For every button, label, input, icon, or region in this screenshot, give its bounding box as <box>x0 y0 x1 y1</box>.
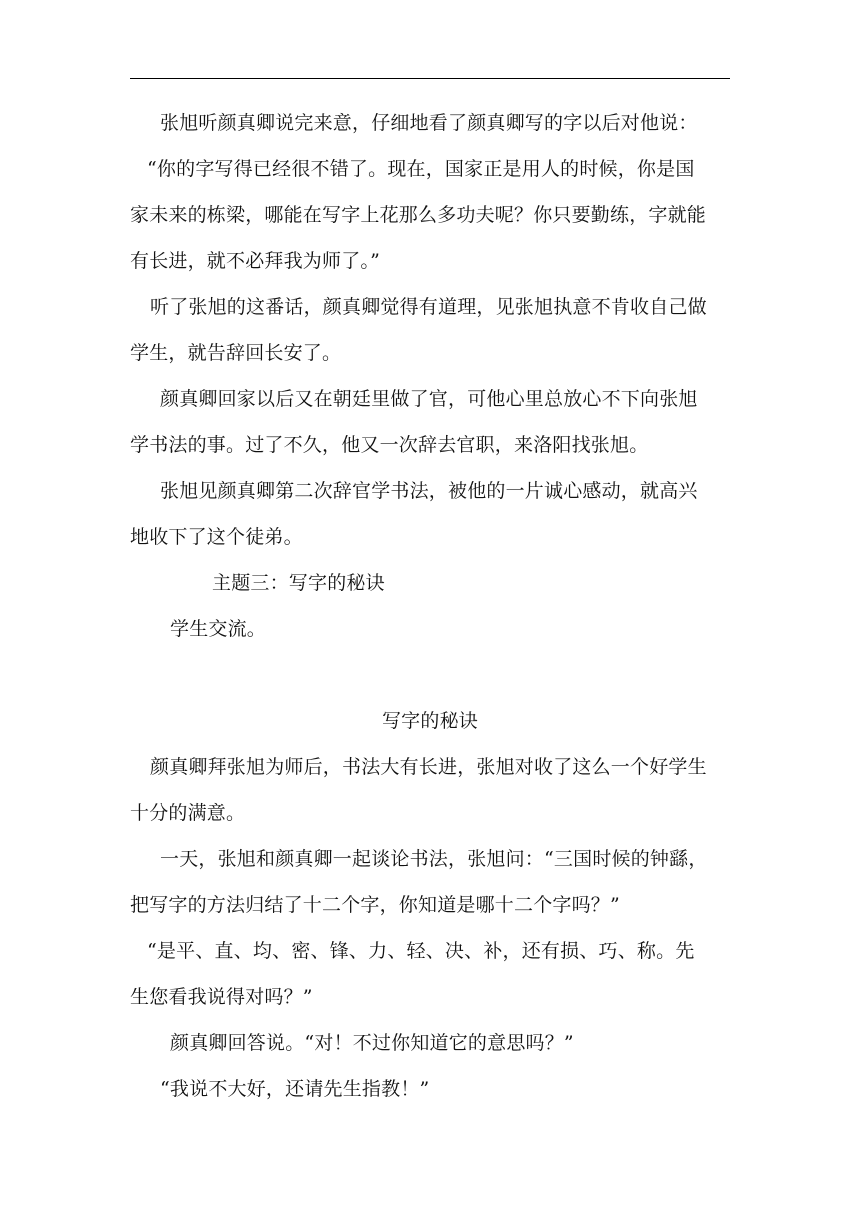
paragraph-line: “是平、直、均、密、锋、力、轻、决、补，还有损、巧、称。先 <box>147 940 695 962</box>
paragraph-line: 生您看我说得对吗？” <box>130 986 313 1008</box>
paragraph-line: “我说不大好，还请先生指教！” <box>160 1078 430 1100</box>
paragraph-line: 十分的满意。 <box>130 802 246 824</box>
paragraph-line: 一天，张旭和颜真卿一起谈论书法，张旭问：“三国时候的钟繇， <box>160 848 708 870</box>
story-title: 写字的秘诀 <box>381 710 478 732</box>
paragraph-line: 张旭见颜真卿第二次辞官学书法，被他的一片诚心感动，就高兴 <box>160 480 698 502</box>
paragraph-line: “你的字写得已经很不错了。现在，国家正是用人的时候，你是国 <box>147 158 695 180</box>
paragraph-line: 学书法的事。过了不久，他又一次辞去官职，来洛阳找张旭。 <box>130 434 649 456</box>
paragraph-line: 有长进，就不必拜我为师了。” <box>130 250 381 272</box>
paragraph-line: 张旭听颜真卿说完来意，仔细地看了颜真卿写的字以后对他说： <box>160 112 698 134</box>
section-heading: 主题三：写字的秘诀 <box>212 572 385 594</box>
paragraph-line: 把写字的方法归结了十二个字，你知道是哪十二个字吗？” <box>130 894 620 916</box>
paragraph-line: 听了张旭的这番话，颜真卿觉得有道理，见张旭执意不肯收自己做 <box>150 296 707 318</box>
paragraph-line: 学生，就告辞回长安了。 <box>130 342 342 364</box>
paragraph-line: 家未来的栋梁，哪能在写字上花那么多功夫呢？你只要勤练，字就能 <box>130 204 707 226</box>
paragraph-line: 地收下了这个徒弟。 <box>130 526 303 548</box>
paragraph-line: 颜真卿回家以后又在朝廷里做了官，可他心里总放心不下向张旭 <box>160 388 698 410</box>
header-rule <box>130 78 730 79</box>
blank-line <box>130 652 730 698</box>
paragraph-line: 颜真卿拜张旭为师后，书法大有长进，张旭对收了这么一个好学生 <box>150 756 707 778</box>
document-body <box>130 100 730 1112</box>
paragraph-line: 学生交流。 <box>170 618 267 640</box>
paragraph-line: 颜真卿回答说。“对！不过你知道它的意思吗？” <box>170 1032 574 1054</box>
